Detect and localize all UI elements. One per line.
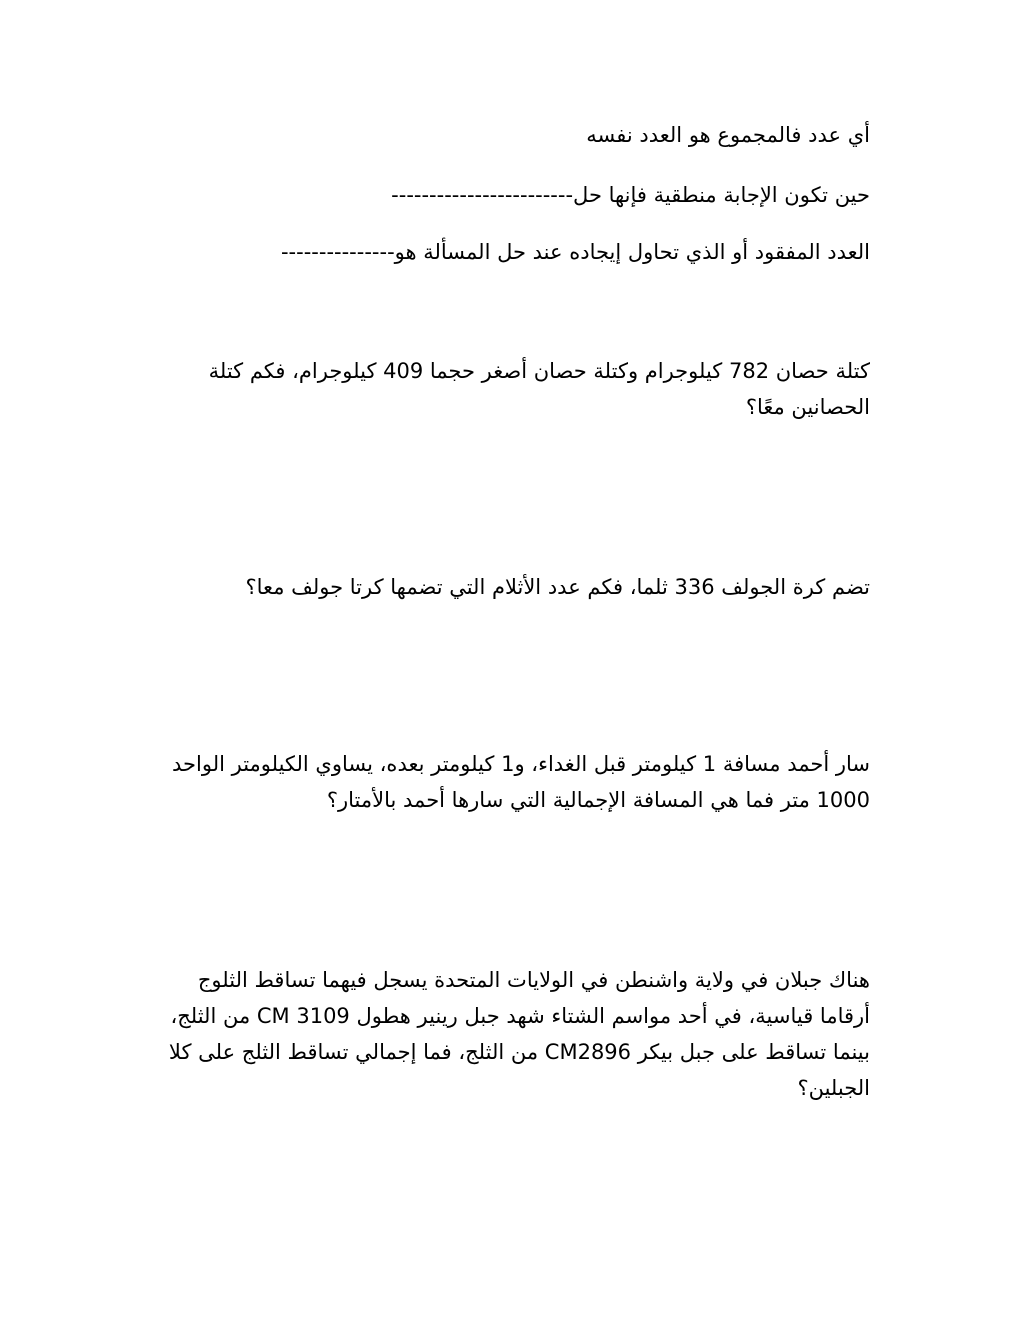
definition-line-3: العدد المفقود أو الذي تحاول إيجاده عند حل المسألة هو--------------- — [280, 240, 870, 264]
definition-line-1: أي عدد فالمجموع هو العدد نفسه — [586, 123, 870, 147]
problem-1: كتلة حصان 782 كيلوجرام وكتلة حصان أصغر حجما 409 كيلوجرام، فكم كتلة الحصانين معًا؟ — [208, 359, 870, 419]
problem-4: هناك جبلان في ولاية واشنطن في الولايات المتحدة يسجل فيهما تساقط الثلوج أرقاما قياسية، في أحد مواسم الشتاء شهد جبل رينير هطول CM 3109 من الثلج، بينما تساقط على جبل بيكر CM2896 من الثلج، فما إجمالي تساقط الثلج على كلا الجبلين؟ — [168, 968, 870, 1100]
definition-line-2: حين تكون الإجابة منطقية فإنها حل------------------------ — [391, 183, 870, 207]
problem-2: تضم كرة الجولف 336 ثلما، فكم عدد الأثلام التي تضمها كرتا جولف معا؟ — [245, 575, 870, 599]
problem-3: سار أحمد مسافة 1 كيلومتر قبل الغداء، و1 كيلومتر بعده، يساوي الكيلومتر الواحد 1000 متر فما هي المسافة الإجمالية التي سارها أحمد بالأمتار؟ — [172, 752, 870, 812]
